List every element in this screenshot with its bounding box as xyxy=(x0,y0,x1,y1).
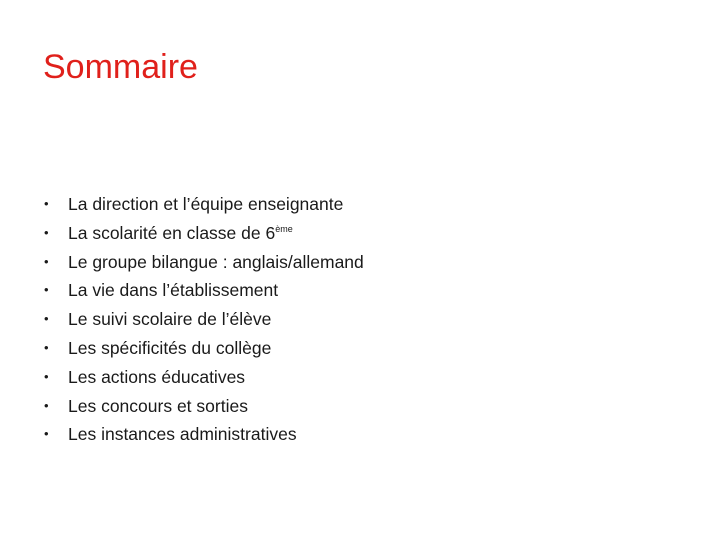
bullet-icon: • xyxy=(44,282,49,298)
superscript-text: ème xyxy=(275,223,293,234)
list-item-text: La direction et l’équipe enseignante xyxy=(68,194,344,214)
list-item-text-main: La scolarité en classe de 6 xyxy=(68,222,276,243)
list-item-text: Le groupe bilangue : anglais/allemand xyxy=(68,251,364,272)
list-item-text: Le suivi scolaire de l’élève xyxy=(68,309,272,330)
bullet-icon: • xyxy=(44,253,49,269)
list-item-text: Les concours et sorties xyxy=(68,395,248,416)
slide-title: Sommaire xyxy=(43,48,198,86)
bullet-icon: • xyxy=(44,426,49,442)
bullet-icon: • xyxy=(44,196,49,211)
bullet-icon: • xyxy=(44,311,49,327)
list-item-text: La vie dans l’établissement xyxy=(68,280,279,301)
list-item-text xyxy=(68,219,293,248)
bullet-icon: • xyxy=(44,224,49,240)
bullet-icon: • xyxy=(44,339,49,355)
list-item-text: Les spécificités du collège xyxy=(68,337,272,358)
list-item-text: Les instances administratives xyxy=(68,424,297,445)
bullet-icon: • xyxy=(44,397,49,413)
list-item-text: Les actions éducatives xyxy=(68,366,246,387)
bullet-icon: • xyxy=(44,368,49,384)
